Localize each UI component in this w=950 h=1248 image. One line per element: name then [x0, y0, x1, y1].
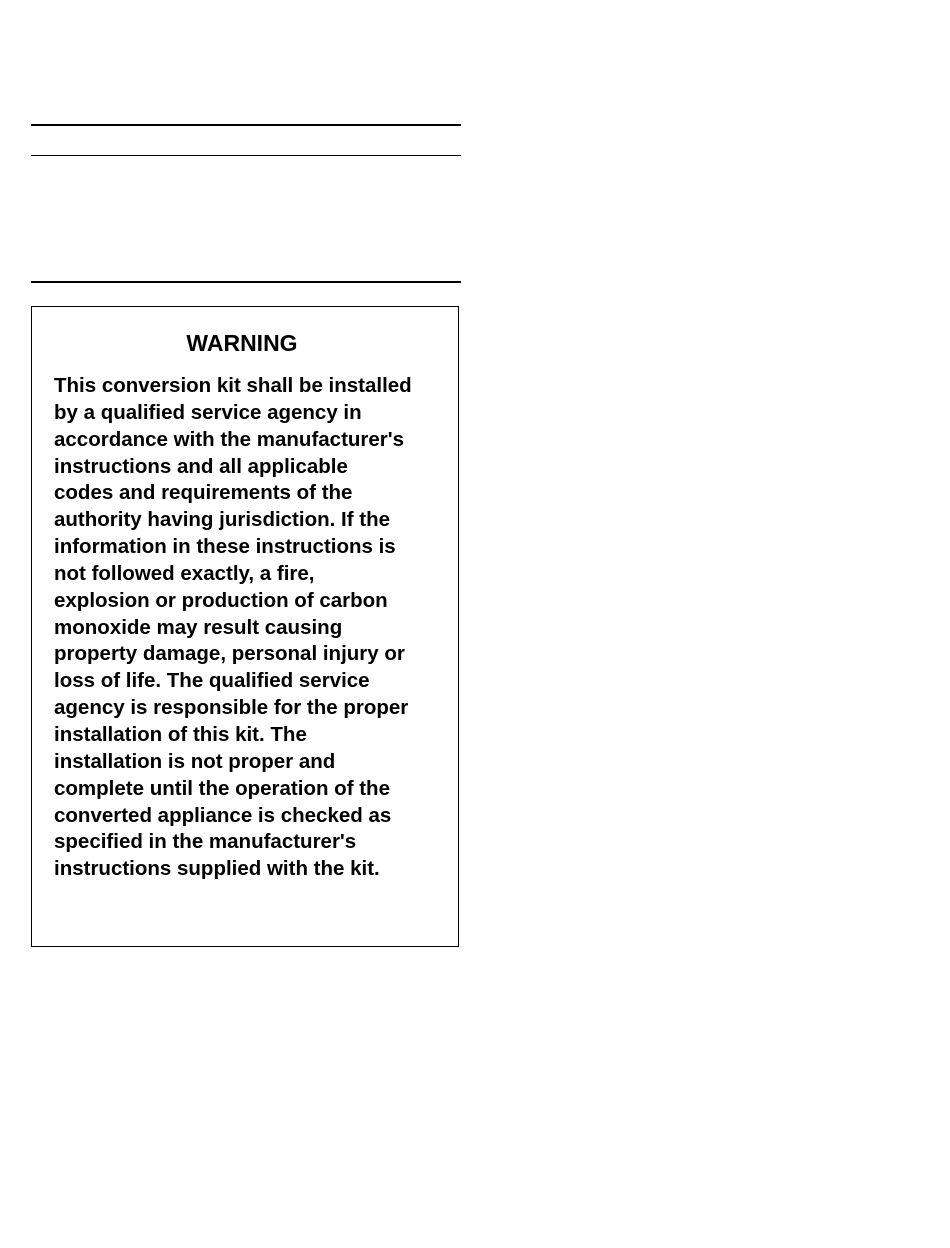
warning-text: [54, 373, 454, 883]
warning-line: by a qualified service agency in: [54, 400, 362, 424]
warning-line: installation is not proper and: [54, 749, 336, 773]
warning-line: monoxide may result causing: [54, 615, 343, 639]
warning-line: information in these instructions is: [54, 535, 396, 559]
third-rule: [31, 281, 461, 283]
warning-line: not followed exactly, a fire,: [54, 561, 315, 585]
warning-line: specified in the manufacturer's: [54, 830, 357, 854]
warning-line: instructions supplied with the kit.: [54, 857, 380, 881]
warning-line: authority having jurisdiction. If the: [54, 508, 390, 532]
warning-line: loss of life. The qualified service: [54, 669, 370, 693]
top-rule: [31, 124, 461, 126]
warning-line: installation of this kit. The: [54, 722, 307, 746]
warning-line: codes and requirements of the: [54, 481, 353, 505]
warning-title: WARNING: [186, 330, 298, 356]
warning-line: complete until the operation of the: [54, 776, 390, 800]
warning-line: instructions and all applicable: [54, 454, 348, 478]
warning-line: accordance with the manufacturer's: [54, 427, 405, 451]
warning-line: converted appliance is checked as: [54, 803, 392, 827]
warning-box: [31, 306, 459, 947]
second-rule: [31, 155, 461, 156]
warning-line: agency is responsible for the proper: [54, 696, 409, 720]
warning-line: property damage, personal injury or: [54, 642, 405, 666]
warning-line: This conversion kit shall be installed: [54, 374, 412, 397]
warning-line: explosion or production of carbon: [54, 588, 388, 612]
